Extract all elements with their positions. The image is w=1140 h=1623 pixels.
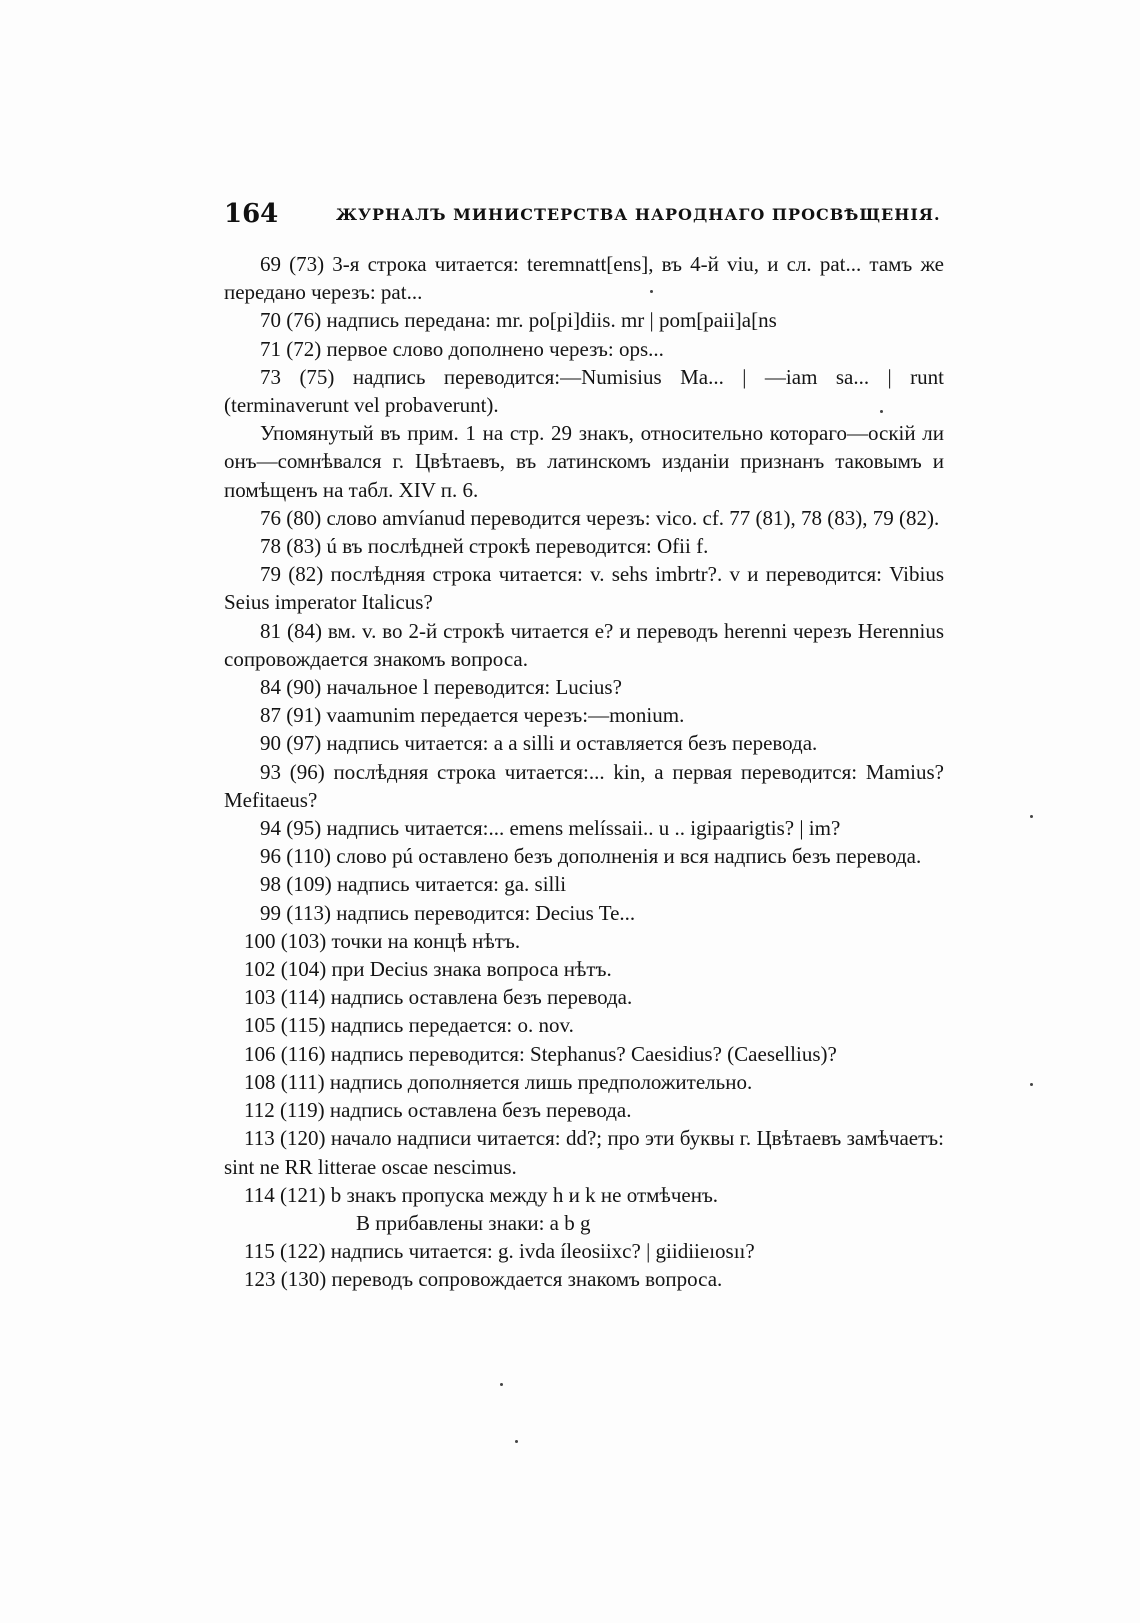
entry-99: 99 (113) надпись переводится: Decius Te... (260, 900, 636, 925)
print-speck (500, 1383, 503, 1386)
body-text (224, 250, 944, 1294)
page-header (224, 199, 944, 233)
entry-108: 108 (111) надпись дополняется лишь предположительно. (244, 1069, 753, 1094)
entry-78: 78 (83) ú въ послѣдней строкѣ переводится: Ofii f. (260, 534, 709, 559)
entry-87: 87 (91) vaamunim передается черезъ:—monium. (260, 703, 685, 728)
entry-69: 69 (73) 3-я строка читается: teremnatt[ens], въ 4-й viu, и сл. pat... тамъ же передано черезъ: pat... (224, 252, 944, 305)
print-speck (1030, 1083, 1033, 1086)
print-speck (650, 290, 653, 293)
entry-94: 94 (95) надпись читается:... emens melíssaii.. u .. igipaarigtis? | im? (260, 816, 841, 841)
entry-103: 103 (114) надпись оставлена безъ перевода. (244, 985, 633, 1010)
entry-84: 84 (90) начальное l переводится: Lucius? (260, 675, 622, 700)
remark-paragraph: Упомянутый въ прим. 1 на стр. 29 знакъ, относительно котораго—оскій ли онъ—сомнѣвался г. Цвѣтаевъ, въ латинскомъ изданіи признанъ таковымъ и помѣщенъ на табл. XIV п. 6. (224, 421, 944, 502)
running-title: ЖУРНАЛЪ МИНИСТЕРСТВА НАРОДНАГО ПРОСВѢЩЕНІЯ. (336, 205, 941, 224)
entry-79: 79 (82) послѣдняя строка читается: v. sehs imbrtr?. v и переводится: Vibius Seius imperator Italicus? (224, 562, 944, 615)
print-speck (880, 410, 883, 413)
entry-71: 71 (72) первое слово дополнено черезъ: ops... (260, 336, 664, 361)
print-speck (1030, 815, 1033, 818)
entry-73: 73 (75) надпись переводится:—Numisius Ma... | —iam sa... | runt (terminaverunt vel probaverunt). (224, 364, 944, 418)
entry-81: 81 (84) вм. v. во 2-й строкѣ читается e? и переводъ herenni черезъ Herennius сопровождается знакомъ вопроса. (224, 618, 944, 671)
entry-98: 98 (109) надпись читается: ga. silli (260, 872, 567, 897)
entry-100: 100 (103) точки на концѣ нѣтъ. (244, 928, 521, 953)
entry-113: 113 (120) начало надписи читается: dd?; про эти буквы г. Цвѣтаевъ замѣчаетъ: sint ne RR litterae oscae nescimus. (224, 1126, 944, 1179)
entry-123: 123 (130) переводъ сопровождается знакомъ вопроса. (244, 1267, 723, 1292)
entry-106: 106 (116) надпись переводится: Stephanus? Caesidius? (Caesellius)? (244, 1041, 837, 1066)
page-number: 164 (224, 199, 279, 229)
entry-115: 115 (122) надпись читается: g. ivda íleosiixc? | giidiieıosıı? (244, 1239, 755, 1264)
print-speck (515, 1440, 518, 1443)
entry-70: 70 (76) надпись передана: mr. po[pi]diis. mr | pom[paii]a[ns (260, 308, 777, 333)
entry-105: 105 (115) надпись передается: o. nov. (244, 1013, 574, 1038)
entry-90: 90 (97) надпись читается: a a silli и оставляется безъ перевода. (260, 731, 818, 756)
entry-93: 93 (96) послѣдняя строка читается:... kin, а первая переводится: Mamius? Mefitaeus? (224, 759, 944, 812)
entry-114: 114 (121) b знакъ пропуска между h и k не отмѣченъ. (244, 1182, 719, 1207)
entry-76: 76 (80) слово amvíanud переводится черезъ: vico. cf. 77 (81), 78 (83), 79 (82). (260, 505, 940, 530)
entry-102: 102 (104) при Decius знака вопроса нѣтъ. (244, 957, 612, 982)
entry-112: 112 (119) надпись оставлена безъ перевода. (244, 1098, 632, 1123)
entry-114-addition: В прибавлены знаки: a b g (356, 1210, 591, 1235)
entry-96: 96 (110) слово pú оставлено безъ дополненія и вся надпись безъ перевода. (260, 844, 922, 869)
